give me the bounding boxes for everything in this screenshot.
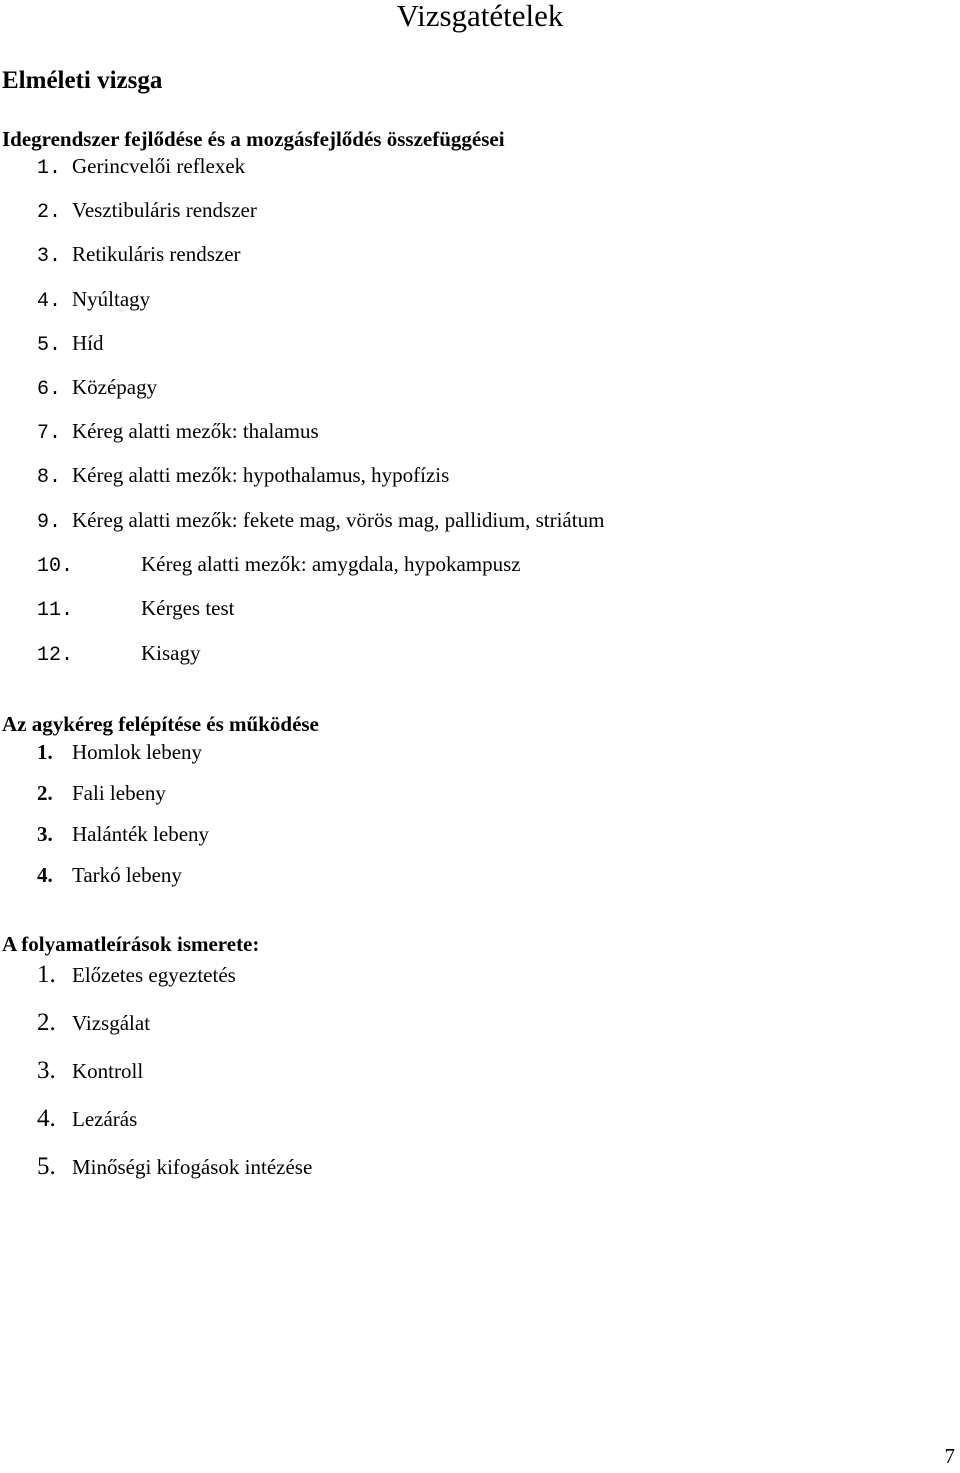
list-item <box>37 820 209 848</box>
list-item-text: Tarkó lebeny <box>72 863 182 887</box>
list-item-text: Gerincvelői reflexek <box>72 154 246 178</box>
list-item <box>37 550 521 581</box>
list-item <box>37 196 257 227</box>
list-item-text: Retikuláris rendszer <box>72 242 241 266</box>
list-item <box>37 594 235 625</box>
list-item-number: 11. <box>37 599 74 622</box>
list-item <box>37 861 182 889</box>
list-item-number: 3. <box>37 1057 56 1084</box>
list-item <box>37 285 150 316</box>
list-item-text: Nyúltagy <box>72 287 151 311</box>
list-item-text: Kérges test <box>141 596 235 620</box>
list-item <box>37 329 104 360</box>
list-item-number: 8. <box>37 466 62 489</box>
list-item <box>37 738 202 766</box>
page-title: Vizsgatételek <box>396 0 564 33</box>
list-item-number: 1. <box>37 740 53 764</box>
list-item-number: 3. <box>37 245 62 268</box>
list-item <box>37 639 201 670</box>
section-heading-cortex: Az agykéreg felépítése és működése <box>2 712 319 736</box>
list-item-number: 2. <box>37 781 53 805</box>
list-item-number: 2. <box>37 1009 56 1036</box>
section-heading-nervous-system: Idegrendszer fejlődése és a mozgásfejlődés összefüggései <box>2 127 505 151</box>
list-item-text: Kéreg alatti mezők: hypothalamus, hypofízis <box>72 463 450 487</box>
list-item-text: Kisagy <box>141 641 201 665</box>
list-item-number: 7. <box>37 422 62 445</box>
list-item <box>37 1009 150 1037</box>
list-item-number: 12. <box>37 644 74 667</box>
section-heading-processes: A folyamatleírások ismerete: <box>2 932 260 956</box>
list-item-number: 9. <box>37 511 62 534</box>
page-number: 7 <box>944 1444 955 1468</box>
list-item-text: Középagy <box>72 375 158 399</box>
list-item-text: Vizsgálat <box>72 1011 151 1035</box>
list-item-text: Vesztibuláris rendszer <box>72 198 257 222</box>
list-item <box>37 373 157 404</box>
list-item-number: 1. <box>37 961 56 988</box>
list-item-text: Előzetes egyeztetés <box>72 963 236 987</box>
list-item-text: Kontroll <box>72 1059 144 1083</box>
list-item-text: Homlok lebeny <box>72 740 203 764</box>
list-item <box>37 1153 312 1181</box>
list-item-text: Lezárás <box>72 1107 138 1131</box>
list-item-text: Halánték lebeny <box>72 822 210 846</box>
list-item-text: Minőségi kifogások intézése <box>72 1155 313 1179</box>
list-item-text: Fali lebeny <box>72 781 166 805</box>
list-item <box>37 506 604 537</box>
list-item-text: Híd <box>72 331 104 355</box>
list-item <box>37 461 449 492</box>
list-item <box>37 779 166 807</box>
list-item-text: Kéreg alatti mezők: fekete mag, vörös mag, pallidium, striátum <box>72 508 605 532</box>
list-item <box>37 152 245 183</box>
main-heading: Elméleti vizsga <box>2 67 163 94</box>
list-item-number: 1. <box>37 157 62 180</box>
list-item <box>37 961 236 989</box>
list-item-text: Kéreg alatti mezők: amygdala, hypokampusz <box>141 552 521 576</box>
list-item-number: 2. <box>37 201 62 224</box>
list-item-number: 3. <box>37 822 53 846</box>
list-item-text: Kéreg alatti mezők: thalamus <box>72 419 319 443</box>
list-item-number: 4. <box>37 863 53 887</box>
list-item <box>37 417 319 448</box>
list-item <box>37 1105 137 1133</box>
list-item-number: 10. <box>37 555 74 578</box>
list-item-number: 6. <box>37 378 62 401</box>
list-item <box>37 1057 143 1085</box>
list-item <box>37 240 241 271</box>
list-item-number: 5. <box>37 334 62 357</box>
list-item-number: 4. <box>37 1105 56 1132</box>
list-item-number: 5. <box>37 1153 56 1180</box>
list-item-number: 4. <box>37 290 62 313</box>
